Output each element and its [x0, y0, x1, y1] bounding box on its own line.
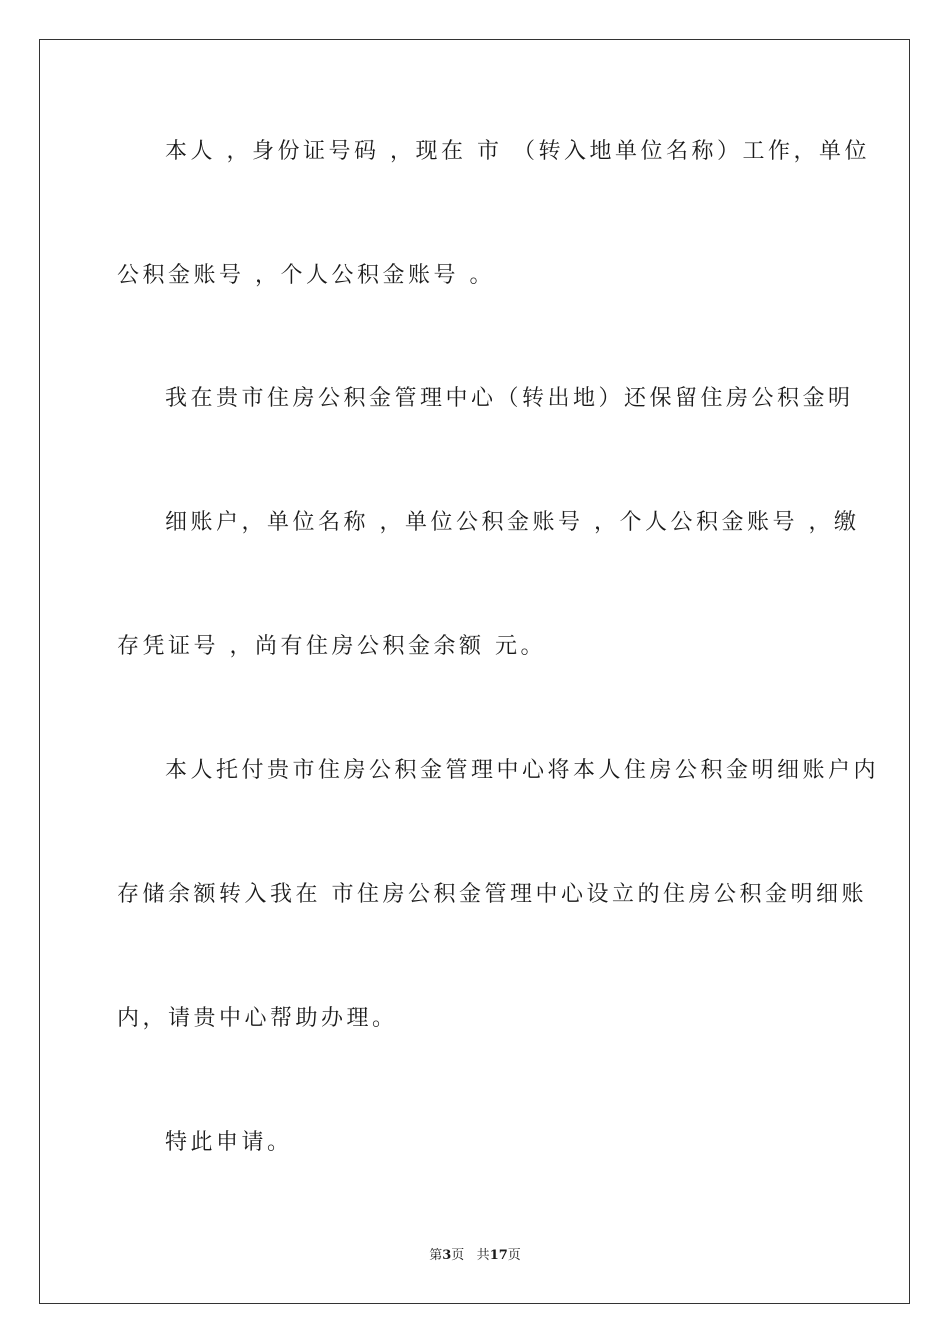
footer-page-prefix: 第: [429, 1248, 443, 1263]
footer-total-pages: 17: [489, 1248, 508, 1263]
footer-page-suffix: 页: [451, 1248, 465, 1263]
paragraph-line-6: 本人托付贵市住房公积金管理中心将本人住房公积金明细账户内: [165, 758, 880, 783]
paragraph-line-3: 我在贵市住房公积金管理中心（转出地）还保留住房公积金明: [165, 386, 854, 411]
footer-total-prefix: 共: [476, 1248, 490, 1263]
paragraph-line-9: 特此申请。: [165, 1130, 293, 1155]
paragraph-line-1: 本人 ，身份证号码 ，现在 市 （转入地单位名称）工作，单位: [165, 139, 870, 164]
paragraph-line-4: 细账户，单位名称 ，单位公积金账号 ，个人公积金账号 ，缴: [165, 510, 860, 535]
paragraph-line-8: 内，请贵中心帮助办理。: [117, 1006, 398, 1031]
paragraph-line-7: 存储余额转入我在 市住房公积金管理中心设立的住房公积金明细账: [117, 882, 867, 907]
page-footer: [0, 1244, 950, 1263]
page-frame: [39, 39, 910, 1304]
paragraph-line-2: 公积金账号 ，个人公积金账号 。: [117, 263, 495, 288]
footer-total-suffix: 页: [507, 1248, 521, 1263]
paragraph-line-5: 存凭证号 ，尚有住房公积金余额 元。: [117, 634, 546, 659]
footer-page-number: 3: [442, 1248, 452, 1263]
